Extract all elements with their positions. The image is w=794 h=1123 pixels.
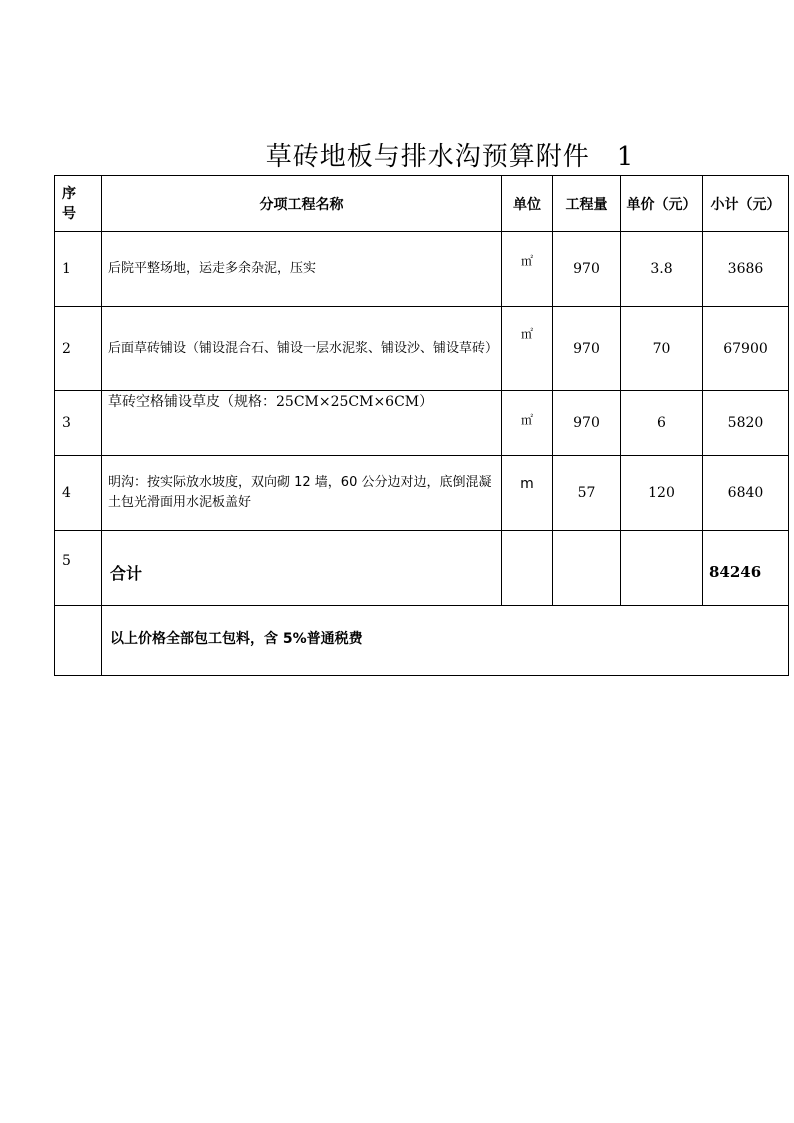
table-row: [55, 456, 789, 531]
header-subtotal: 小计（元）: [703, 176, 789, 232]
row-seq: 2: [55, 307, 102, 391]
row-subtotal: 67900: [703, 307, 789, 391]
row-qty: 57: [553, 456, 621, 531]
row-price: 120: [621, 456, 703, 531]
row-name: 明沟：按实际放水坡度，双向砌 12 墙，60 公分边对边，底倒混凝土包光滑面用水泥板盖好: [102, 456, 502, 531]
total-unit-empty: [502, 531, 553, 606]
row-subtotal: 3686: [703, 232, 789, 307]
row-subtotal: 6840: [703, 456, 789, 531]
row-unit: m: [502, 456, 553, 531]
row-seq: 1: [55, 232, 102, 307]
row-price: 70: [621, 307, 703, 391]
header-seq: 序号: [55, 176, 102, 232]
row-qty: 970: [553, 232, 621, 307]
note-row: [55, 606, 789, 676]
header-qty: 工程量: [553, 176, 621, 232]
row-unit: ㎡: [502, 391, 553, 456]
row-qty: 970: [553, 307, 621, 391]
row-name: 草砖空格铺设草皮（规格：25CM×25CM×6CM）: [102, 391, 502, 456]
row-seq: 4: [55, 456, 102, 531]
document-title: 草砖地板与排水沟预算附件 1: [265, 142, 635, 172]
total-label: 合计: [102, 531, 502, 606]
header-name: 分项工程名称: [102, 176, 502, 232]
row-unit: ㎡: [502, 307, 553, 391]
row-price: 3.8: [621, 232, 703, 307]
row-name: 后面草砖铺设（铺设混合石、铺设一层水泥浆、铺设沙、铺设草砖）: [102, 307, 502, 391]
header-price: 单价（元）: [621, 176, 703, 232]
total-price-empty: [621, 531, 703, 606]
note-seq-empty: [55, 606, 102, 676]
total-qty-empty: [553, 531, 621, 606]
row-qty: 970: [553, 391, 621, 456]
total-seq: 5: [55, 531, 102, 606]
total-row: [55, 531, 789, 606]
row-name: 后院平整场地，运走多余杂泥，压实: [102, 232, 502, 307]
row-seq: 3: [55, 391, 102, 456]
header-unit: 单位: [502, 176, 553, 232]
table-row: [55, 391, 789, 456]
row-price: 6: [621, 391, 703, 456]
table-header-row: [55, 176, 789, 232]
table-row: [55, 232, 789, 307]
note-text: 以上价格全部包工包料，含 5%普通税费: [102, 606, 789, 676]
total-value: 84246: [703, 531, 789, 606]
budget-table: [54, 175, 789, 676]
row-subtotal: 5820: [703, 391, 789, 456]
row-unit: ㎡: [502, 232, 553, 307]
table-row: [55, 307, 789, 391]
